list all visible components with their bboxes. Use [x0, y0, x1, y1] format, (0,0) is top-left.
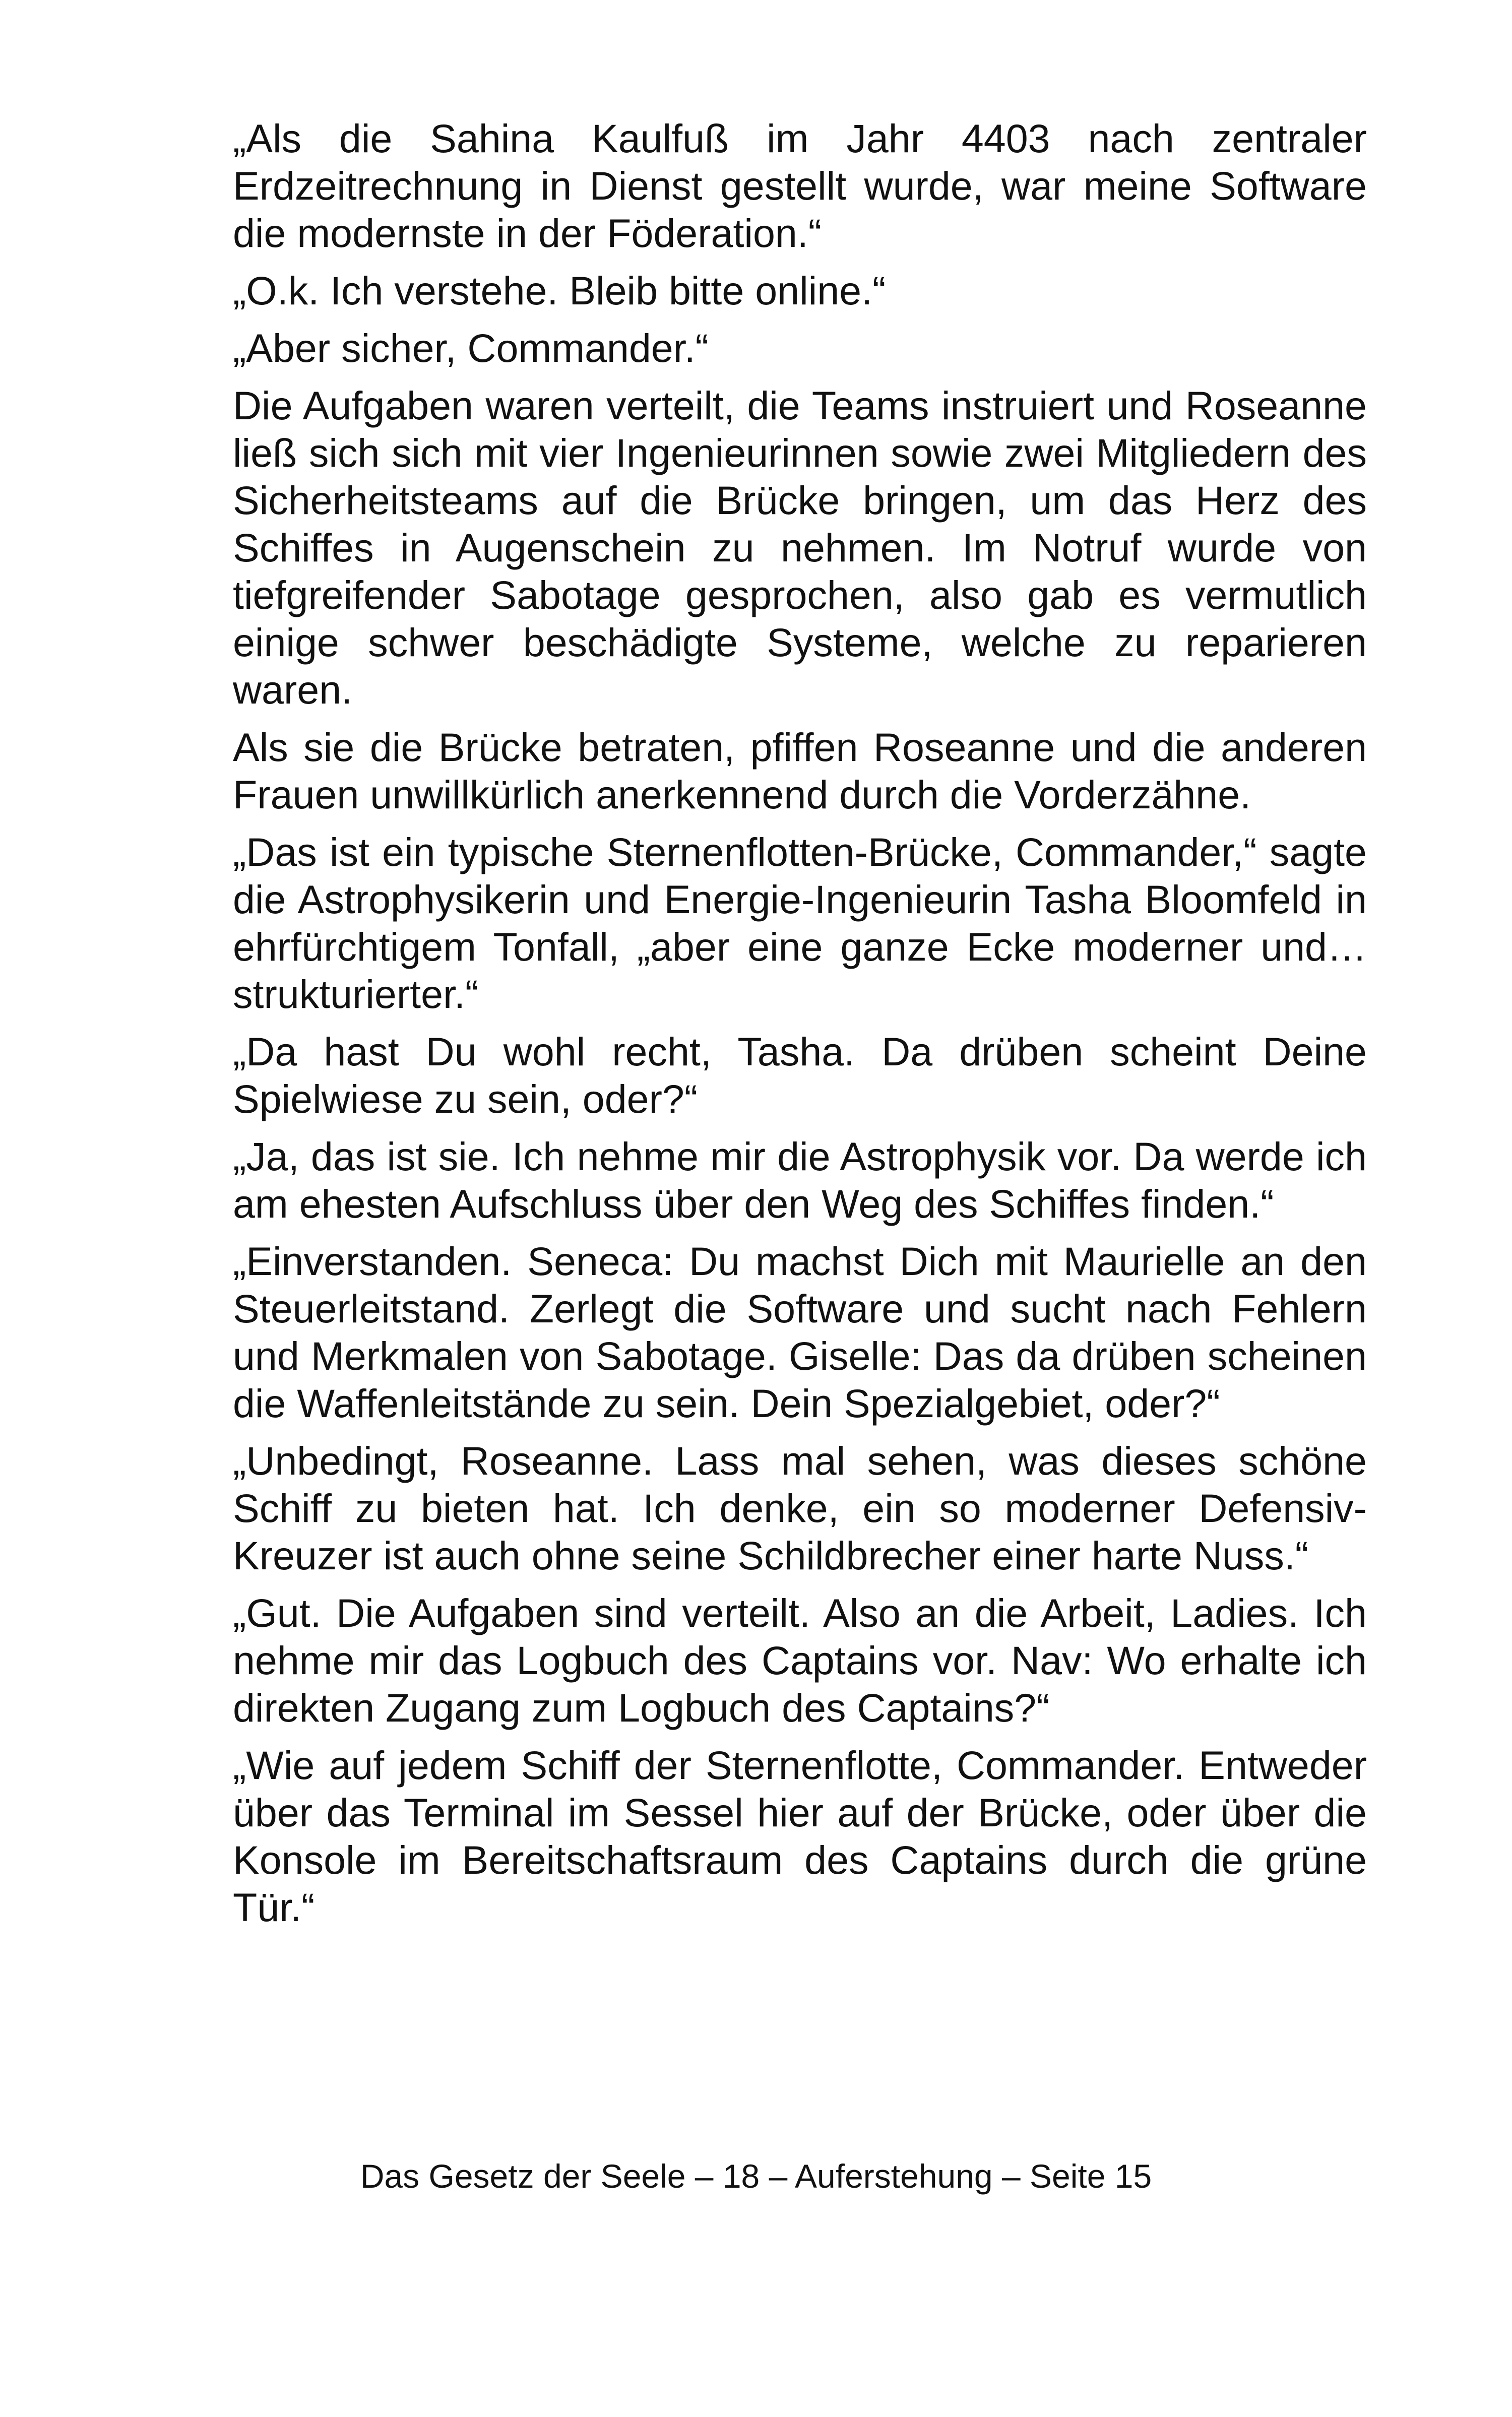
paragraph: „Unbedingt, Roseanne. Lass mal sehen, was dieses schöne Schiff zu bieten hat. Ich denke, ein so moderner Defensiv-Kreuzer ist auch ohne seine Schildbrecher einer harte Nuss.“ [233, 1438, 1367, 1578]
paragraph: „Aber sicher, Commander.“ [233, 326, 709, 370]
paragraph: „Wie auf jedem Schiff der Sternenflotte, Commander. Entweder über das Terminal im Sessel hier auf der Brücke, oder über die Konsole im Bereitschaftsraum des Captains durch die grüne Tür.“ [233, 1743, 1367, 1930]
paragraph: Als sie die Brücke betraten, pfiffen Roseanne und die anderen Frauen unwillkürlich anerkennend durch die Vorderzähne. [233, 725, 1367, 817]
paragraph: „Als die Sahina Kaulfuß im Jahr 4403 nach zentraler Erdzeitrechnung in Dienst gestellt wurde, war meine Software die modernste in der Föderation.“ [233, 116, 1367, 256]
paragraph: „Ja, das ist sie. Ich nehme mir die Astrophysik vor. Da werde ich am ehesten Aufschluss über den Weg des Schiffes finden.“ [233, 1134, 1367, 1226]
paragraph: „O.k. Ich verstehe. Bleib bitte online.“ [233, 268, 886, 313]
page-body [233, 115, 1367, 1941]
paragraph: „Das ist ein typische Sternenflotten-Brücke, Commander,“ sagte die Astrophysikerin und Energie-Ingenieurin Tasha Bloomfeld in ehrfürchtigem Tonfall, „aber eine ganze Ecke moderner und… strukturierter.“ [233, 830, 1367, 1016]
paragraph: „Einverstanden. Seneca: Du machst Dich mit Maurielle an den Steuerleitstand. Zerlegt die Software und sucht nach Fehlern und Merkmalen von Sabotage. Giselle: Das da drüben scheinen die Waffenleitstände zu sein. Dein Spezialgebiet, oder?“ [233, 1239, 1367, 1426]
paragraph: „Gut. Die Aufgaben sind verteilt. Also an die Arbeit, Ladies. Ich nehme mir das Logbuch des Captains vor. Nav: Wo erhalte ich direkten Zugang zum Logbuch des Captains?“ [233, 1591, 1367, 1730]
page-footer: Das Gesetz der Seele – 18 – Auferstehung – Seite 15 [360, 2157, 1152, 2195]
paragraph: „Da hast Du wohl recht, Tasha. Da drüben scheint Deine Spielwiese zu sein, oder?“ [233, 1029, 1367, 1121]
paragraph: Die Aufgaben waren verteilt, die Teams instruiert und Roseanne ließ sich sich mit vier Ingenieurinnen sowie zwei Mitgliedern des Sicherheitsteams auf die Brücke bringen, um das Herz des Schiffes in Augenschein zu nehmen. Im Notruf wurde von tiefgreifender Sabotage gesprochen, also gab es vermutlich einige schwer beschädigte Systeme, welche zu reparieren waren. [233, 383, 1367, 712]
